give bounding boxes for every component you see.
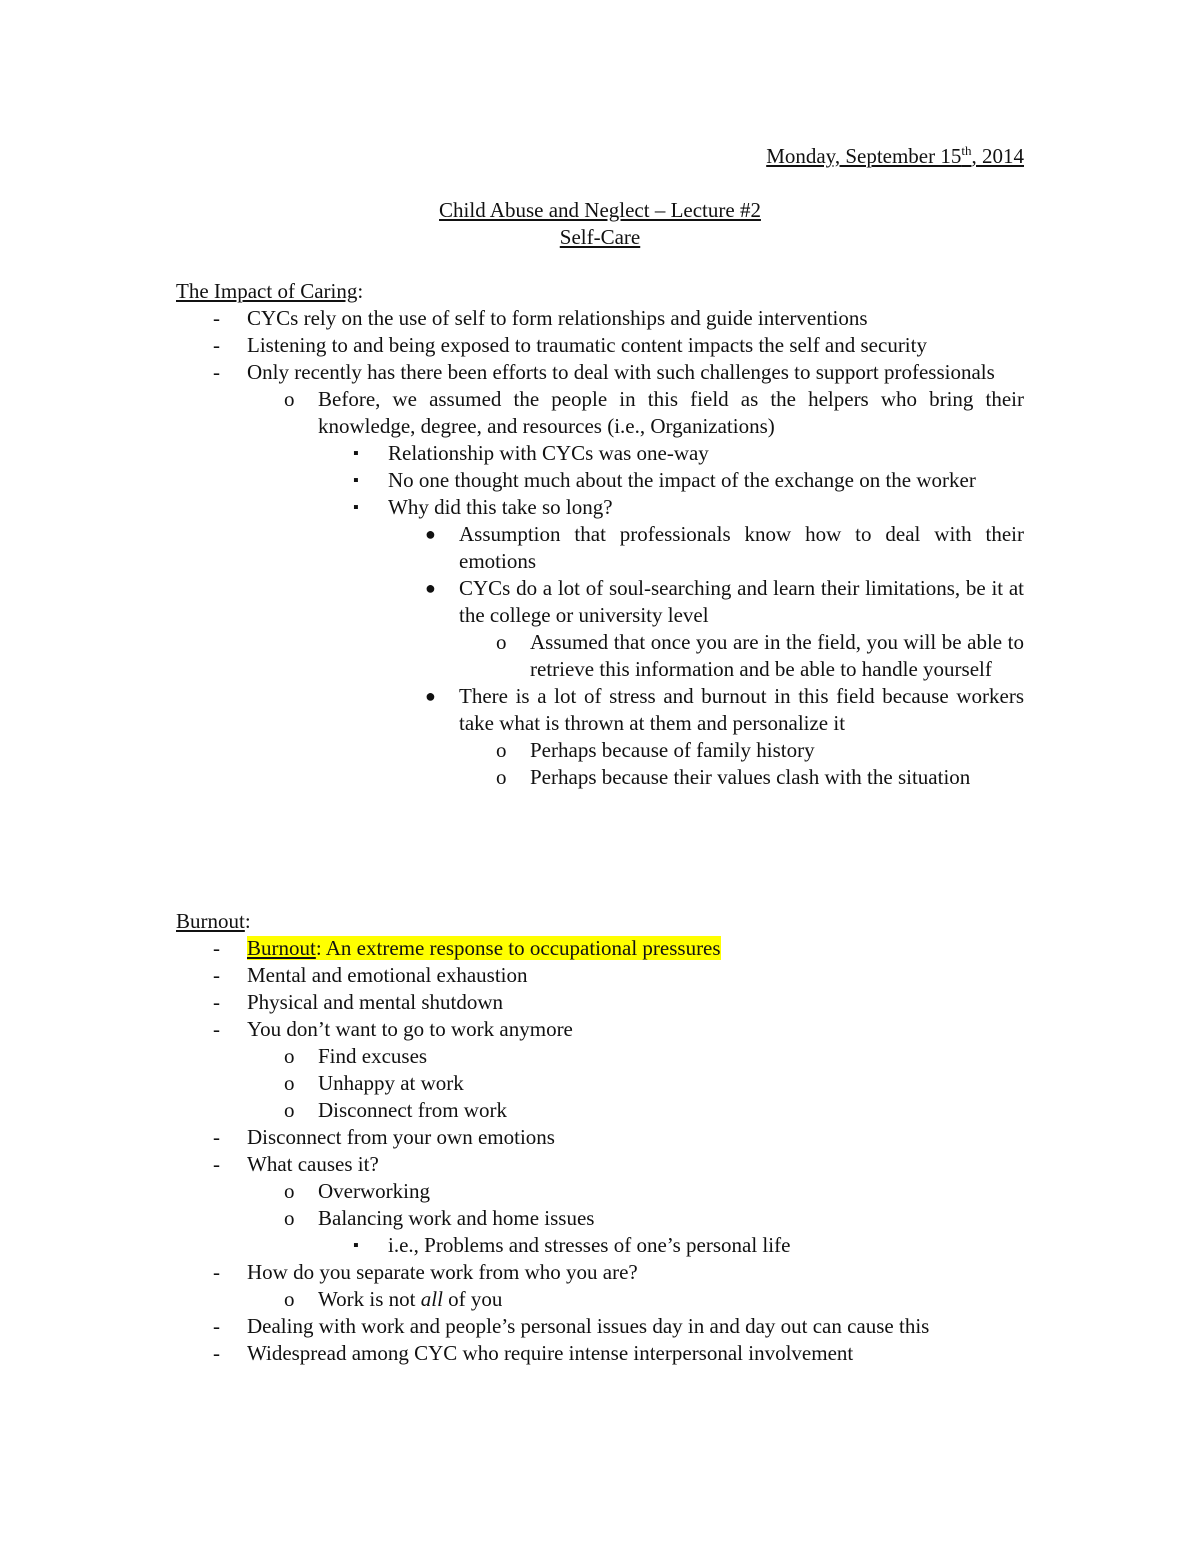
item-text: Work is not: [318, 1287, 421, 1311]
dot-bullet-icon: ●: [425, 524, 436, 544]
list-item: [425, 683, 1024, 737]
heading-text: The Impact of Caring: [176, 279, 358, 303]
item-text: There is a lot of stress and burnout in this field because workers take what is thrown at them and personalize it: [459, 684, 1024, 735]
highlighted-definition: [247, 936, 721, 960]
circle-bullet-icon: o: [496, 765, 507, 789]
item-text: Disconnect from your own emotions: [247, 1125, 555, 1149]
dash-bullet-icon: -: [213, 360, 220, 384]
dash-bullet-icon: -: [213, 936, 220, 960]
date-superscript: th: [961, 143, 972, 158]
heading-text: Burnout: [176, 909, 245, 933]
list-item: [353, 440, 1024, 467]
list-item: [353, 494, 1024, 521]
item-text: Perhaps because of family history: [530, 738, 815, 762]
dot-bullet-icon: ●: [425, 686, 436, 706]
list-item: [284, 1097, 1024, 1124]
list-item: [284, 1205, 1024, 1232]
circle-bullet-icon: o: [284, 1098, 295, 1122]
list-item: [213, 1259, 1024, 1286]
list-item: [284, 386, 1024, 440]
item-text: Dealing with work and people’s personal issues day in and day out can cause this: [247, 1314, 930, 1338]
dash-bullet-icon: -: [213, 333, 220, 357]
square-bullet-icon: ▪: [353, 445, 359, 462]
section-heading: [176, 278, 1024, 305]
circle-bullet-icon: o: [284, 1206, 295, 1230]
item-text: How do you separate work from who you are?: [247, 1260, 638, 1284]
dash-bullet-icon: -: [213, 1341, 220, 1365]
list-item: [213, 1124, 1024, 1151]
item-text: Widespread among CYC who require intense interpersonal involvement: [247, 1341, 854, 1365]
heading-colon: :: [357, 279, 364, 303]
item-text: Why did this take so long?: [388, 495, 613, 519]
list-item: [213, 359, 1024, 386]
list-item: [213, 935, 1024, 962]
item-text: Assumption that professionals know how to deal with their emotions: [459, 522, 1024, 573]
list-item: [284, 1286, 1024, 1313]
dash-bullet-icon: -: [213, 963, 220, 987]
list-item: [213, 1313, 1024, 1340]
dash-bullet-icon: -: [213, 1152, 220, 1176]
circle-bullet-icon: o: [284, 1179, 295, 1203]
item-text: No one thought much about the impact of the exchange on the worker: [388, 468, 976, 492]
item-text: Only recently has there been efforts to deal with such challenges to support professionals: [247, 360, 995, 384]
section-impact-of-caring: [176, 278, 1024, 791]
item-text: Unhappy at work: [318, 1071, 464, 1095]
dash-bullet-icon: -: [213, 1125, 220, 1149]
title-line-2: Self-Care: [559, 225, 641, 249]
list-item: [213, 305, 1024, 332]
section-burnout: [176, 908, 1024, 1367]
item-text: Balancing work and home issues: [318, 1206, 595, 1230]
item-text: You don’t want to go to work anymore: [247, 1017, 573, 1041]
list-item: [213, 332, 1024, 359]
dash-bullet-icon: -: [213, 306, 220, 330]
list-item: [496, 737, 1024, 764]
circle-bullet-icon: o: [496, 738, 507, 762]
item-text: Relationship with CYCs was one-way: [388, 441, 709, 465]
circle-bullet-icon: o: [284, 387, 295, 411]
circle-bullet-icon: o: [284, 1287, 295, 1311]
item-text: Before, we assumed the people in this field as the helpers who bring their knowledge, degree, and resources (i.e., Organizations): [318, 387, 1024, 438]
circle-bullet-icon: o: [496, 630, 507, 654]
date-year: , 2014: [971, 144, 1024, 168]
item-text: Overworking: [318, 1179, 430, 1203]
item-text: Assumed that once you are in the field, you will be able to retrieve this information and be able to handle yourself: [530, 630, 1024, 681]
item-text: Disconnect from work: [318, 1098, 507, 1122]
dash-bullet-icon: -: [213, 1314, 220, 1338]
definition-term: Burnout: [247, 936, 316, 960]
dash-bullet-icon: -: [213, 1017, 220, 1041]
item-text: i.e., Problems and stresses of one’s personal life: [388, 1233, 791, 1257]
list-item: [213, 1016, 1024, 1043]
title-line-1: Child Abuse and Neglect – Lecture #2: [439, 198, 761, 222]
document-title: [0, 197, 1200, 224]
list-item: [213, 962, 1024, 989]
item-text: Perhaps because their values clash with the situation: [530, 765, 971, 789]
list-item: [425, 521, 1024, 575]
section-heading: [176, 908, 1024, 935]
list-item: [213, 1151, 1024, 1178]
date-text: Monday, September 15: [766, 144, 962, 168]
definition-text: : An extreme response to occupational pressures: [315, 936, 721, 960]
document-subtitle: [0, 224, 1200, 251]
emphasis-text: all: [420, 1287, 443, 1311]
list-item: [213, 989, 1024, 1016]
circle-bullet-icon: o: [284, 1071, 295, 1095]
square-bullet-icon: ▪: [353, 472, 359, 489]
item-text: Mental and emotional exhaustion: [247, 963, 528, 987]
item-text: CYCs do a lot of soul-searching and learn their limitations, be it at the college or university level: [459, 576, 1024, 627]
list-item: [284, 1178, 1024, 1205]
square-bullet-icon: ▪: [353, 1237, 359, 1254]
dot-bullet-icon: ●: [425, 578, 436, 598]
item-text: Find excuses: [318, 1044, 428, 1068]
item-text: Physical and mental shutdown: [247, 990, 504, 1014]
dash-bullet-icon: -: [213, 990, 220, 1014]
heading-colon: :: [244, 909, 251, 933]
list-item: [213, 1340, 1024, 1367]
list-item: [425, 575, 1024, 629]
lecture-date: [766, 143, 1024, 170]
item-text: What causes it?: [247, 1152, 379, 1176]
list-item: [284, 1043, 1024, 1070]
list-item: [284, 1070, 1024, 1097]
dash-bullet-icon: -: [213, 1260, 220, 1284]
list-item: [496, 629, 1024, 683]
list-item: [353, 467, 1024, 494]
square-bullet-icon: ▪: [353, 499, 359, 516]
item-text: CYCs rely on the use of self to form relationships and guide interventions: [247, 306, 868, 330]
list-item: [353, 1232, 1024, 1259]
circle-bullet-icon: o: [284, 1044, 295, 1068]
item-text-end: of you: [442, 1287, 503, 1311]
list-item: [496, 764, 1024, 791]
item-text: Listening to and being exposed to traumatic content impacts the self and security: [247, 333, 927, 357]
